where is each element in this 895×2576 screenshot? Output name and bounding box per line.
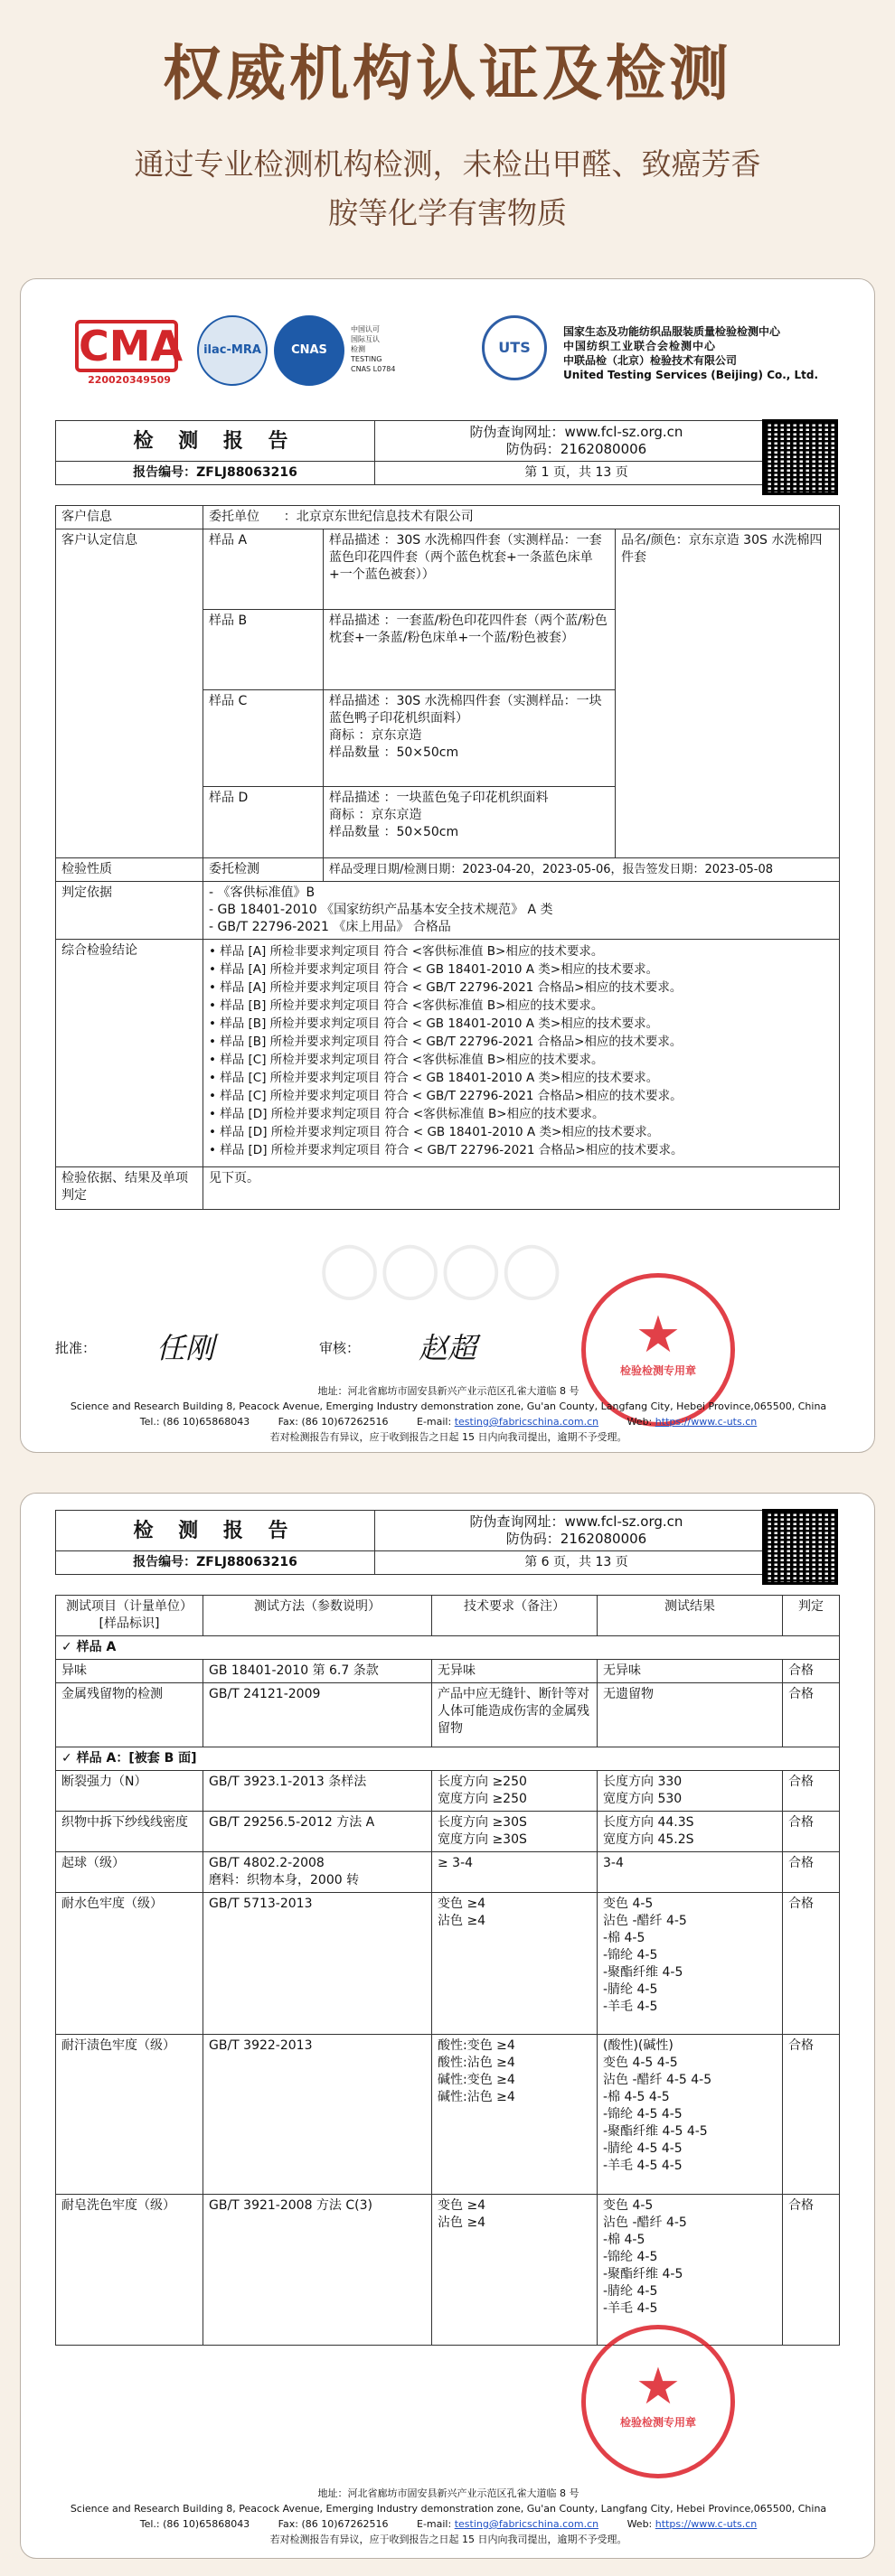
cell-item: 耐水色牢度（级）	[56, 1893, 203, 2035]
result-basis-label: 检验依据、结果及单项判定	[56, 1167, 203, 1210]
cma-logo	[75, 320, 184, 386]
cnas-logo: CNAS	[274, 315, 344, 386]
report-number-2: 报告编号：ZFLJ88063216	[56, 1551, 375, 1575]
query-cell-2	[375, 1511, 778, 1551]
cell-result: 长度方向 330 宽度方向 530	[598, 1771, 783, 1812]
footer-addr-en: Science and Research Building 8, Peacock Avenue, Emerging Industry demonstration zone, Gu'an County, Langfang City, Hebei Province,065500, China	[70, 1400, 827, 1412]
client-unit-label: 委托单位	[209, 510, 259, 524]
footer-email-link[interactable]: testing@fabricschina.com.cn	[454, 1416, 599, 1428]
footer-web-label: Web:	[626, 2518, 653, 2530]
cell-req: 无异味	[432, 1660, 598, 1683]
cnas-desc-5: CNAS L0784	[351, 365, 396, 373]
footer-addr-en: Science and Research Building 8, Peacock Avenue, Emerging Industry demonstration zone, Gu'an County, Langfang City, Hebei Province,065500, China	[70, 2503, 827, 2515]
stamp-text: 检验检测专用章	[619, 1364, 696, 1377]
col-method: 测试方法（参数说明）	[203, 1596, 432, 1636]
cell-req: 变色 ≥4 沾色 ≥4	[432, 2195, 598, 2346]
basis-item: - GB 18401-2010 《国家纺织产品基本安全技术规范》 A 类	[209, 903, 553, 917]
cell-judge: 合格	[783, 2035, 840, 2195]
query-cell	[375, 421, 778, 462]
basis-item: - 《客供标准值》B	[209, 885, 316, 900]
sample-c-cell	[324, 690, 616, 787]
sample-c-desc: 样品描述 ：30S 水洗棉四件套（实测样品：一块蓝色鸭子印花机织面料）	[329, 694, 602, 726]
cell-judge: 合格	[783, 1683, 840, 1747]
footer-note: 若对检测报告有异议，应于收到报告之日起 15 日内向我司提出，逾期不予受理。	[269, 2534, 627, 2545]
org-line-2: 中国纺织工业联合会检测中心	[563, 340, 717, 352]
client-unit-cell	[203, 506, 840, 529]
footer-email-link[interactable]: testing@fabricschina.com.cn	[454, 2518, 599, 2530]
cell-req: 产品中应无缝针、断针等对人体可能造成伤害的金属残留物	[432, 1683, 598, 1747]
cnas-desc-3: 检测	[351, 345, 365, 353]
cell-method: GB/T 4802.2-2008 磨料：织物本身，2000 转	[203, 1852, 432, 1893]
cell-req: 长度方向 ≥30S 宽度方向 ≥30S	[432, 1812, 598, 1852]
conclusion-list	[203, 940, 840, 1167]
cell-judge: 合格	[783, 1771, 840, 1812]
product-name: 品名/颜色：京东京造 30S 水洗棉四件套	[616, 529, 840, 858]
cell-judge: 合格	[783, 1893, 840, 2035]
client-label: 客户信息	[56, 506, 203, 529]
query-site-2: 防伪查询网址：www.fcl-sz.org.cn	[469, 1513, 683, 1530]
conclusion-item: • 样品 [A] 所检并要求判定项目 符合 < GB 18401-2010 A 类>相应的技术要求。	[209, 962, 659, 977]
conclusion-item: • 样品 [B] 所检并要求判定项目 符合 < GB/T 22796-2021 合格品>相应的技术要求。	[209, 1035, 683, 1049]
cell-method: GB/T 3923.1-2013 条样法	[203, 1771, 432, 1812]
report-label-2: 检 测 报 告	[56, 1511, 375, 1551]
cnas-desc	[351, 324, 395, 374]
nature-label: 检验性质	[56, 858, 203, 882]
page-title: 权威机构认证及检测	[163, 39, 732, 108]
query-code-2: 防伪码：2162080006	[505, 1531, 647, 1547]
results-table	[55, 1595, 840, 2346]
cell-method: GB/T 29256.5-2012 方法 A	[203, 1812, 432, 1852]
cell-req: 变色 ≥4 沾色 ≥4	[432, 1893, 598, 2035]
review-label: 审核：	[319, 1340, 361, 1356]
query-site: 防伪查询网址：www.fcl-sz.org.cn	[469, 424, 683, 440]
report-label: 检 测 报 告	[56, 421, 375, 462]
footer-tel: Tel.: (86 10)65868043	[139, 2518, 250, 2530]
cell-req: 长度方向 ≥250 宽度方向 ≥250	[432, 1771, 598, 1812]
client-unit-value: ：北京京东世纪信息技术有限公司	[283, 510, 474, 524]
footer-note: 若对检测报告有异议，应于收到报告之日起 15 日内向我司提出，逾期不予受理。	[269, 1431, 627, 1443]
cell-req: 酸性:变色 ≥4 酸性:沾色 ≥4 碱性:变色 ≥4 碱性:沾色 ≥4	[432, 2035, 598, 2195]
sample-b-label: 样品 B	[203, 610, 324, 690]
conclusion-item: • 样品 [D] 所检并要求判定项目 符合 <客供标准值 B>相应的技术要求。	[209, 1107, 605, 1121]
sample-d-brand: 商标 ：京东京造	[329, 808, 422, 822]
sample-b-desc: 样品描述 ：一套蓝/粉色印花四件套（两个蓝/粉色枕套+一条蓝/粉色床单+一个蓝/粉色被套）	[324, 610, 616, 690]
result-basis-value: 见下页。	[203, 1167, 840, 1210]
sample-d-desc: 样品描述 ：一块蓝色兔子印花机织面料	[329, 791, 549, 805]
footer-contacts	[21, 1414, 876, 1429]
footer-tel: Tel.: (86 10)65868043	[139, 1416, 250, 1428]
cell-method: GB 18401-2010 第 6.7 条款	[203, 1660, 432, 1683]
col-req: 技术要求（备注）	[432, 1596, 598, 1636]
qr-code-icon-2[interactable]	[762, 1509, 838, 1585]
conclusion-item: • 样品 [C] 所检并要求判定项目 符合 < GB 18401-2010 A 类>相应的技术要求。	[209, 1071, 659, 1085]
sample-c-brand: 商标 ：京东京造	[329, 728, 422, 743]
cell-result: 3-4	[598, 1852, 783, 1893]
basis-list	[203, 882, 840, 940]
sample-d-qty: 样品数量 ：50×50cm	[329, 825, 459, 839]
cnas-desc-1: 中国认可	[351, 325, 380, 333]
cell-item: 起球（级）	[56, 1852, 203, 1893]
footer-2	[21, 2486, 876, 2547]
query-code: 防伪码：2162080006	[505, 441, 647, 457]
cnas-desc-2: 国际互认	[351, 335, 380, 343]
basis-item: - GB/T 22796-2021 《床上用品》 合格品	[209, 920, 451, 934]
cell-result: (酸性)(碱性) 变色 4-5 4-5 沾色 -醋纤 4-5 4-5 -棉 4-5 4-5 -锦纶 4-5 4-5 -聚酯纤维 4-5 4-5 -腈纶 4-5 4-5 -羊毛 4-5 4-5	[598, 2035, 783, 2195]
table-row	[56, 1812, 840, 1852]
stamp-star-icon: ★	[635, 1306, 682, 1364]
dates: 样品受理日期/检测日期：2023-04-20，2023-05-06，报告签发日期：2023-05-08	[324, 858, 840, 882]
footer-fax: Fax: (86 10)67262516	[278, 1416, 389, 1428]
sample-c-label: 样品 C	[203, 690, 324, 787]
subtitle-line-1: 通过专业检测机构检测，未检出甲醛、致癌芳香	[134, 146, 761, 182]
cell-result: 变色 4-5 沾色 -醋纤 4-5 -棉 4-5 -锦纶 4-5 -聚酯纤维 4-5 -腈纶 4-5 -羊毛 4-5	[598, 2195, 783, 2346]
report-body-table	[55, 505, 840, 1210]
approve-label: 批准：	[55, 1340, 97, 1356]
footer-web-label: Web:	[626, 1416, 653, 1428]
report-header-table	[55, 420, 778, 485]
conclusion-item: • 样品 [A] 所检非要求判定项目 符合 <客供标准值 B>相应的技术要求。	[209, 944, 604, 959]
confirm-label: 客户认定信息	[56, 529, 203, 858]
cell-item: 断裂强力（N）	[56, 1771, 203, 1812]
stamp-text-2: 检验检测专用章	[619, 2416, 696, 2429]
cma-number: 220020349509	[88, 374, 171, 386]
footer-contacts	[21, 2516, 876, 2532]
qr-code-icon[interactable]	[762, 419, 838, 495]
basis-label: 判定依据	[56, 882, 203, 940]
cell-judge: 合格	[783, 1660, 840, 1683]
cnas-desc-4: TESTING	[351, 355, 382, 363]
report-card-2	[20, 1493, 875, 2559]
approve-signature: 任刚	[156, 1331, 215, 1365]
sample-d-cell	[324, 787, 616, 858]
cma-mark: CMA	[75, 320, 178, 372]
org-line-1: 国家生态及功能纺织品服装质量检验检测中心	[563, 325, 781, 338]
org-name-block	[563, 324, 818, 382]
nature-value: 委托检测	[203, 858, 324, 882]
table-row	[56, 2035, 840, 2195]
cell-judge: 合格	[783, 2195, 840, 2346]
table-row	[56, 1683, 840, 1747]
logo-bar	[21, 279, 876, 406]
cell-result: 无异味	[598, 1660, 783, 1683]
footer-web-link[interactable]: https://www.c-uts.cn	[655, 1416, 758, 1428]
cell-item: 金属残留物的检测	[56, 1683, 203, 1747]
cell-result: 变色 4-5 沾色 -醋纤 4-5 -棉 4-5 -锦纶 4-5 -聚酯纤维 4-5 -腈纶 4-5 -羊毛 4-5	[598, 1893, 783, 2035]
cell-item: 耐皂洗色牢度（级）	[56, 2195, 203, 2346]
section-ab: ✓ 样品 A：[被套 B 面]	[56, 1747, 840, 1771]
conclusion-item: • 样品 [A] 所检并要求判定项目 符合 < GB/T 22796-2021 合格品>相应的技术要求。	[209, 980, 683, 995]
report-card-1	[20, 278, 875, 1453]
cell-item: 耐汗渍色牢度（级）	[56, 2035, 203, 2195]
cell-item: 异味	[56, 1660, 203, 1683]
stamp-star-icon: ★	[635, 2357, 682, 2416]
page-indicator: 第 1 页，共 13 页	[375, 462, 778, 485]
conclusion-item: • 样品 [B] 所检并要求判定项目 符合 < GB 18401-2010 A 类>相应的技术要求。	[209, 1016, 659, 1031]
footer-email-label: E-mail:	[417, 1416, 452, 1428]
sample-d-label: 样品 D	[203, 787, 324, 858]
footer-addr-cn: 地址：河北省廊坊市固安县新兴产业示范区孔雀大道临 8 号	[317, 2487, 579, 2499]
report-header-table-2	[55, 1510, 778, 1575]
cell-req: ≥ 3-4	[432, 1852, 598, 1893]
sample-a-desc: 样品描述 ：30S 水洗棉四件套（实测样品：一套蓝色印花四件套（两个蓝色枕套+一条蓝色床单+一个蓝色被套））	[324, 529, 616, 610]
table-row	[56, 2195, 840, 2346]
cell-item: 织物中拆下纱线线密度	[56, 1812, 203, 1852]
conclusion-item: • 样品 [D] 所检并要求判定项目 符合 < GB/T 22796-2021 合格品>相应的技术要求。	[209, 1143, 683, 1157]
report-number: 报告编号：ZFLJ88063216	[56, 462, 375, 485]
sample-a-label: 样品 A	[203, 529, 324, 610]
footer-addr-cn: 地址：河北省廊坊市固安县新兴产业示范区孔雀大道临 8 号	[317, 1385, 579, 1397]
cell-result: 无遗留物	[598, 1683, 783, 1747]
review-signature: 赵超	[419, 1331, 477, 1365]
footer-fax: Fax: (86 10)67262516	[278, 2518, 389, 2530]
footer-email-label: E-mail:	[417, 2518, 452, 2530]
page-subtitle	[127, 140, 768, 238]
table-row	[56, 1852, 840, 1893]
cell-method: GB/T 5713-2013	[203, 1893, 432, 2035]
col-judge: 判定	[783, 1596, 840, 1636]
col-item: 测试项目（计量单位）[样品标识]	[56, 1596, 203, 1636]
footer-web-link[interactable]: https://www.c-uts.cn	[655, 2518, 758, 2530]
page-indicator-2: 第 6 页，共 13 页	[375, 1551, 778, 1575]
cell-result: 长度方向 44.3S 宽度方向 45.2S	[598, 1812, 783, 1852]
table-row	[56, 1660, 840, 1683]
conclusion-item: • 样品 [D] 所检并要求判定项目 符合 < GB 18401-2010 A 类>相应的技术要求。	[209, 1125, 660, 1139]
conclusion-item: • 样品 [B] 所检并要求判定项目 符合 <客供标准值 B>相应的技术要求。	[209, 998, 604, 1013]
conclusion-item: • 样品 [C] 所检并要求判定项目 符合 < GB/T 22796-2021 合格品>相应的技术要求。	[209, 1089, 683, 1103]
watermark: ◯◯◯◯	[319, 1237, 562, 1300]
uts-logo: UTS	[482, 315, 547, 380]
conclusion-item: • 样品 [C] 所检并要求判定项目 符合 <客供标准值 B>相应的技术要求。	[209, 1053, 604, 1067]
org-line-4: United Testing Services (Beijing) Co., Ltd.	[563, 369, 819, 381]
official-stamp-2	[581, 2325, 735, 2478]
conclusion-label: 综合检验结论	[56, 940, 203, 1167]
ilac-logo: ilac-MRA	[197, 315, 268, 386]
col-result: 测试结果	[598, 1596, 783, 1636]
org-line-3: 中联品检（北京）检验技术有限公司	[563, 354, 738, 367]
sample-c-qty: 样品数量 ：50×50cm	[329, 745, 459, 760]
section-a: ✓ 样品 A	[56, 1636, 840, 1660]
cell-judge: 合格	[783, 1852, 840, 1893]
cell-judge: 合格	[783, 1812, 840, 1852]
table-row	[56, 1771, 840, 1812]
cell-method: GB/T 24121-2009	[203, 1683, 432, 1747]
cell-method: GB/T 3922-2013	[203, 2035, 432, 2195]
table-row	[56, 1893, 840, 2035]
footer	[21, 1383, 876, 1445]
cell-method: GB/T 3921-2008 方法 C(3)	[203, 2195, 432, 2346]
subtitle-line-2: 胺等化学有害物质	[328, 195, 567, 230]
